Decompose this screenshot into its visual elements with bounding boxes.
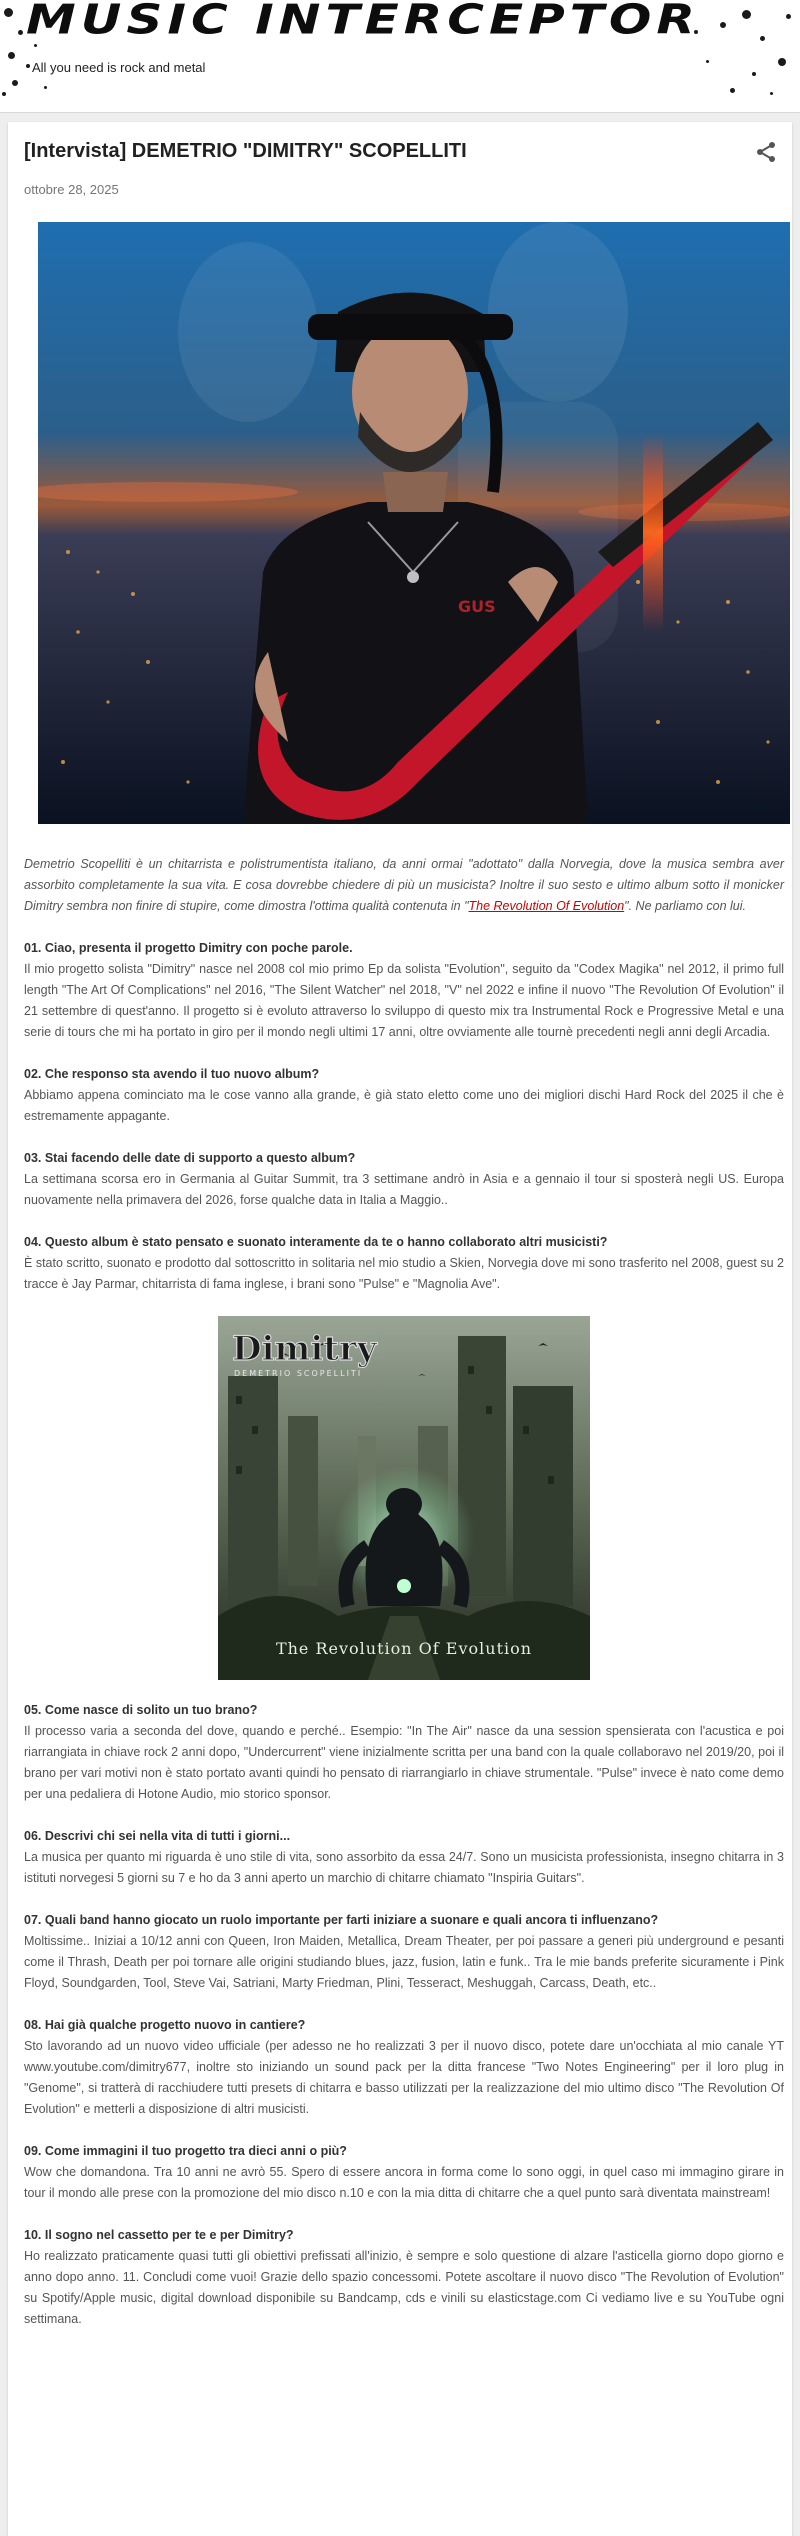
intro-text-part2: ". Ne parliamo con lui. xyxy=(624,899,747,913)
qa-item xyxy=(24,2141,784,2204)
qa-item xyxy=(24,938,784,1043)
qa-item xyxy=(24,1232,784,1295)
question-text: 08. Hai già qualche progetto nuovo in cantiere? xyxy=(24,2018,306,2032)
post-body xyxy=(24,854,784,2351)
answer-text: Il mio progetto solista "Dimitry" nasce nel 2008 col mio primo Ep da solista "Evolution", seguito da "Codex Magika" nel 2012, il primo full length "The Art Of Complications" nel 2016, "The Silent Watcher" nel 2018, "V" nel 2022 e infine il nuovo "The Revolution Of Evolution" il 21 settembre di quest'anno. Il progetto si è evoluto attraverso lo sviluppo di questo mix tra Instrumental Rock e Progressive Metal e una serie di tours che mi ha portato in giro per il mondo negli ultimi 17 anni, oltre ovviamente alle tournè precedenti negli anni degli Arcadia. xyxy=(24,962,784,1039)
answer-text: Ho realizzato praticamente quasi tutti gli obiettivi prefissati all'inizio, è sempre e solo questione di alzare l'asticella giorno dopo giorno e anno dopo anno. 11. Concludi come vuoi! Grazie dello spazio concessomi. Potete ascoltare il nuovo disco "The Revolution of Evolution" su Spotify/Apple music, digital download disponibile su Bandcamp, cds e vinili su elasticstage.com Ci vediamo live e su YouTube ogni settimana. xyxy=(24,2249,784,2326)
post-intro xyxy=(24,854,784,917)
question-text: 07. Quali band hanno giocato un ruolo importante per farti iniziare a suonare e quali ancora ti influenzano? xyxy=(24,1913,659,1927)
qa-item xyxy=(24,1064,784,1127)
answer-text: Moltissime.. Iniziai a 10/12 anni con Queen, Iron Maiden, Metallica, Dream Theater, per poi passare a generi più underground e pesanti come il Thrash, Death per poi tornare alle origini studiando blues, jazz, fusion, latin e funk.. Tra le mie bands preferite sicuramente i Pink Floyd, Soundgarden, Tool, Steve Vai, Satriani, Marty Friedman, Plini, Tesseract, Meshuggah, Carcass, Death, etc.. xyxy=(24,1934,784,1990)
album-cover-image[interactable] xyxy=(218,1316,590,1680)
answer-text: Il processo varia a seconda del dove, quando e perché.. Esempio: "In The Air" nasce da una session spensierata con l'acustica e poi riarrangiata in chiave rock 2 anni dopo, "Undercurrent" viene inizialmente scritta per una band con la quale collaboravo nel 2019/20, poi il brano per vari motivi non è stato portato avanti quindi ho pensato di riarrangiarlo in chiave strumentale. "Pulse" invece è nato come demo per una pedaliera di Hotone Audio, mio storico sponsor. xyxy=(24,1724,784,1801)
blog-header xyxy=(0,0,800,113)
qa-item xyxy=(24,2225,784,2330)
qa-item xyxy=(24,1826,784,1889)
post-date[interactable]: ottobre 28, 2025 xyxy=(24,182,119,197)
question-text: 05. Come nasce di solito un tuo brano? xyxy=(24,1703,258,1717)
share-icon[interactable] xyxy=(754,140,778,164)
qa-item xyxy=(24,1700,784,1805)
post-card xyxy=(8,122,792,2536)
qa-item xyxy=(24,1148,784,1211)
qa-item xyxy=(24,2015,784,2120)
site-title-logo[interactable]: MUSIC INTERCEPTOR xyxy=(26,0,700,44)
qa-item xyxy=(24,1910,784,1994)
answer-text: La musica per quanto mi riguarda è uno stile di vita, sono assorbito da essa 24/7. Sono un musicista professionista, insegno chitarra in 3 istituti norvegesi 5 giorni su 7 e ho da 3 anni aperto un marchio di chitarre chiamato "Inspiria Guitars". xyxy=(24,1850,784,1885)
cover-album-title: The Revolution Of Evolution xyxy=(275,1639,533,1658)
question-text: 06. Descrivi chi sei nella vita di tutti i giorni... xyxy=(24,1829,291,1843)
cover-band-subtitle: DEMETRIO SCOPELLITI xyxy=(234,1369,363,1378)
post-title[interactable]: [Intervista] DEMETRIO "DIMITRY" SCOPELLITI xyxy=(24,140,467,162)
answer-text: Abbiamo appena cominciato ma le cose vanno alla grande, è già stato eletto come uno dei migliori dischi Hard Rock del 2025 il che è estremamente appagante. xyxy=(24,1088,784,1123)
question-text: 04. Questo album è stato pensato e suonato interamente da te o hanno collaborato altri musicisti? xyxy=(24,1235,608,1249)
artist-photo[interactable] xyxy=(38,222,790,824)
question-text: 03. Stai facendo delle date di supporto a questo album? xyxy=(24,1151,356,1165)
intro-text-part1: Demetrio Scopelliti è un chitarrista e polistrumentista italiano, da anni ormai "adottato" dalla Norvegia, dove la musica sembra aver assorbito completamente la sua vita. E cosa dovrebbe chiedere di più un musicista? Inoltre il suo sesto e ultimo album sotto il monicker Dimitry sembra non finire di stupire, come dimostra l'ottima qualità contenuta in " xyxy=(24,857,784,913)
question-text: 09. Come immagini il tuo progetto tra dieci anni o più? xyxy=(24,2144,347,2158)
answer-text: Wow che domandona. Tra 10 anni ne avrò 55. Spero di essere ancora in forma come lo sono oggi, in quel caso mi immagino girare in tour il mondo alle prese con la promozione del mio disco n.10 e con la mia ditta di chitarre che a quel punto sarà diventata mainstream! xyxy=(24,2165,784,2200)
question-text: 10. Il sogno nel cassetto per te e per Dimitry? xyxy=(24,2228,294,2242)
album-title-link[interactable]: The Revolution Of Evolution xyxy=(468,899,625,913)
question-text: 01. Ciao, presenta il progetto Dimitry con poche parole. xyxy=(24,941,353,955)
answer-text: La settimana scorsa ero in Germania al Guitar Summit, tra 3 settimane andrò in Asia e a gennaio il tour si sposterà negli US. Europa nuovamente nella primavera del 2026, forse qualche data in Italia a Maggio.. xyxy=(24,1172,784,1207)
site-description: All you need is rock and metal xyxy=(32,60,206,75)
answer-text: È stato scritto, suonato e prodotto dal sottoscritto in solitaria nel mio studio a Skien, Norvegia dove mi sono trasferito nel 2008, guest su 2 tracce è Jay Parmar, chitarrista di fama inglese, i brani sono "Pulse" e "Magnolia Ave". xyxy=(24,1256,784,1291)
cover-band-logo: Dimitry xyxy=(232,1329,377,1369)
svg-text:GUS: GUS xyxy=(458,597,496,616)
answer-text: Sto lavorando ad un nuovo video ufficiale (per adesso ne ho realizzati 3 per il nuovo disco, potete dare un'occhiata al mio canale YT www.youtube.com/dimitry677, inoltre sto iniziando un sound pack per la ditta francese "Two Notes Engineering" per il loro plug in "Genome", si tratterà di racchiudere tutti presets di chitarra e basso utilizzati per la realizzazione del mio ultimo disco "The Revolution Of Evolution" e metterli a disposizione di altri musicisti. xyxy=(24,2039,784,2116)
question-text: 02. Che responso sta avendo il tuo nuovo album? xyxy=(24,1067,320,1081)
